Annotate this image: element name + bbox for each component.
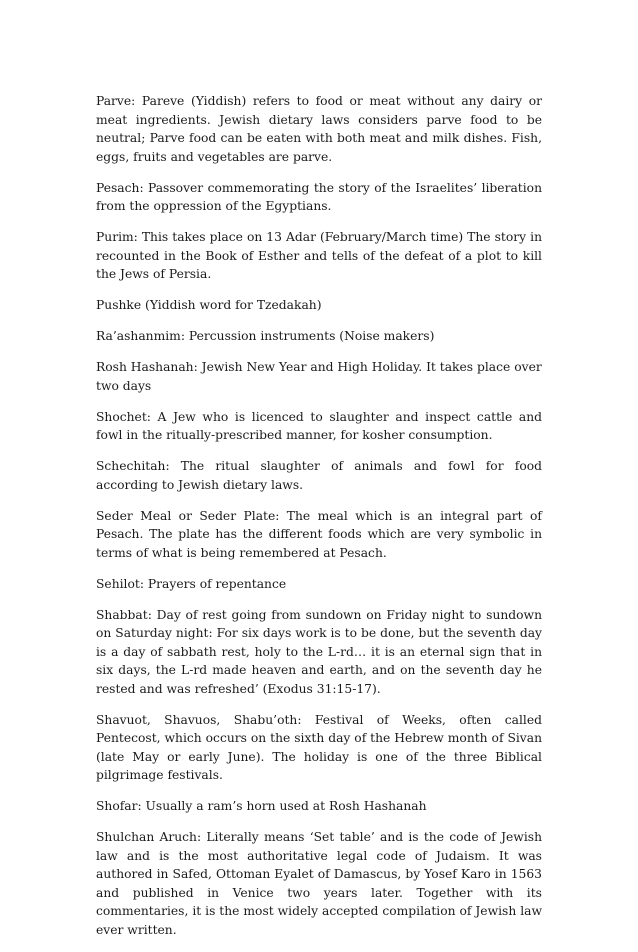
glossary-entry-shavuot: Shavuot, Shavuos, Shabu’oth: Festival of Weeks, often called Pentecost, which occurs on the sixth day of the Hebrew month of Sivan (late May or early June). The holiday is one of the three Biblical pilgrimage festivals.	[96, 712, 542, 782]
glossary-entry-raashanmim: Ra’ashanmim: Percussion instruments (Noise makers)	[96, 329, 435, 343]
glossary-page	[96, 92, 542, 952]
glossary-entry-shochet: Shochet: A Jew who is licenced to slaughter and inspect cattle and fowl in the ritually-prescribed manner, for kosher consumption.	[96, 409, 542, 442]
glossary-entry-pushke: Pushke (Yiddish word for Tzedakah)	[96, 298, 322, 312]
glossary-entry-shulchan-aruch: Shulchan Aruch: Literally means ‘Set table’ and is the code of Jewish law and is the most authoritative legal code of Judaism. It was authored in Safed, Ottoman Eyalet of Damascus, by Yosef Karo in 1563 and published in Venice two years later. Together with its commentaries, it is the most widely accepted compilation of Jewish law ever written.	[96, 830, 542, 937]
glossary-entry-seder: Seder Meal or Seder Plate: The meal which is an integral part of Pesach. The plate has the different foods which are very symbolic in terms of what is being remembered at Pesach.	[96, 508, 542, 560]
glossary-entry-sehilot: Sehilot: Prayers of repentance	[96, 576, 287, 591]
glossary-entry-shofar: Shofar: Usually a ram’s horn used at Rosh Hashanah	[96, 799, 427, 813]
glossary-entry-schechitah: Schechitah: The ritual slaughter of animals and fowl for food according to Jewish dietary laws.	[96, 459, 542, 492]
glossary-entry-shabbat: Shabbat: Day of rest going from sundown on Friday night to sundown on Saturday night: For six days work is to be done, but the seventh day is a day of sabbath rest, holy to the L-rd… it is an eternal sign that in six days, the L-rd made heaven and earth, and on the seventh day he rested and was refreshed’ (Exodus 31:15-17).	[96, 607, 542, 696]
glossary-entry-parve: Parve: Pareve (Yiddish) refers to food or meat without any dairy or meat ingredients. Jewish dietary laws considers parve food to be neutral; Parve food can be eaten with both meat and milk dishes. Fish, eggs, fruits and vegetables are parve.	[96, 94, 542, 164]
glossary-entry-purim: Purim: This takes place on 13 Adar (February/March time) The story in recounted in the Book of Esther and tells of the defeat of a plot to kill the Jews of Persia.	[96, 230, 542, 281]
glossary-entry-pesach: Pesach: Passover commemorating the story of the Israelites’ liberation from the oppression of the Egyptians.	[96, 180, 542, 213]
glossary-entry-rosh-hashanah: Rosh Hashanah: Jewish New Year and High Holiday. It takes place over two days	[96, 360, 542, 393]
